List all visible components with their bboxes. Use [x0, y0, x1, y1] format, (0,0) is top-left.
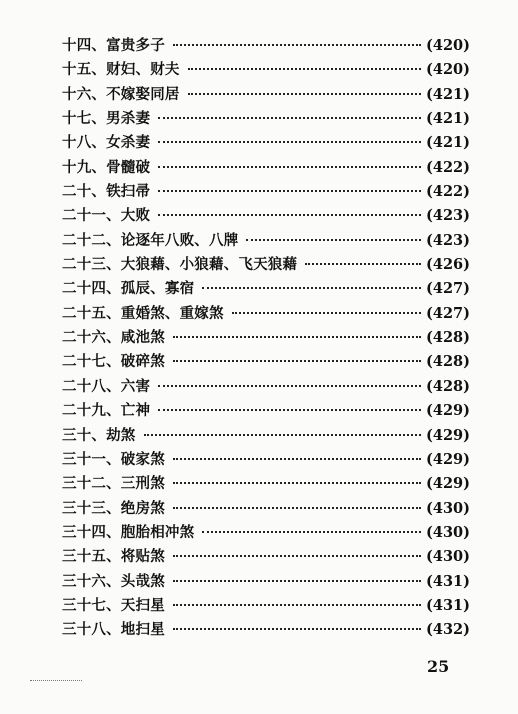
toc-entry[interactable]: [62, 326, 470, 350]
dot-leader: [173, 628, 421, 630]
dot-leader: [173, 482, 421, 484]
dot-leader: [305, 263, 421, 265]
dot-leader: [144, 434, 422, 436]
toc-entry-page: (422): [426, 158, 470, 176]
toc-entry-title: 二十五、重婚煞、重嫁煞: [62, 304, 224, 322]
dot-leader: [173, 555, 421, 557]
toc-entry-page: (428): [426, 353, 470, 371]
dot-leader: [188, 68, 421, 70]
toc-entry-page: (429): [426, 426, 470, 444]
dot-leader: [173, 336, 421, 338]
toc-entry-page: (431): [426, 572, 470, 590]
toc-entry[interactable]: [62, 204, 470, 228]
toc-entry-page: (421): [426, 110, 470, 128]
dot-leader: [188, 93, 421, 95]
toc-entry-title: 十七、男杀妻: [62, 110, 151, 128]
toc-entry[interactable]: [62, 107, 470, 131]
toc-entry[interactable]: [62, 570, 470, 594]
toc-entry-title: 二十六、咸池煞: [62, 329, 165, 347]
dot-leader: [246, 239, 421, 241]
toc-entry-page: (428): [426, 329, 470, 347]
dot-leader: [158, 409, 421, 411]
toc-entry-page: (430): [426, 499, 470, 517]
toc-entry-page: (427): [426, 280, 470, 298]
dot-leader: [158, 385, 421, 387]
toc-entry[interactable]: [62, 302, 470, 326]
toc-entry-page: (430): [426, 548, 470, 566]
toc-entry-page: (431): [426, 596, 470, 614]
toc-entry[interactable]: [62, 58, 470, 82]
toc-entry[interactable]: [62, 277, 470, 301]
dot-leader: [158, 214, 421, 216]
toc-entry[interactable]: [62, 424, 470, 448]
dot-leader: [173, 580, 421, 582]
toc-entry-title: 二十一、大败: [62, 207, 151, 225]
toc-entry-page: (430): [426, 523, 470, 541]
toc-entry[interactable]: [62, 545, 470, 569]
toc-entry[interactable]: [62, 34, 470, 58]
toc-entry-page: (420): [426, 61, 470, 79]
toc-entry-title: 十九、骨髓破: [62, 158, 151, 176]
toc-entry[interactable]: [62, 180, 470, 204]
toc-entry-title: 三十一、破家煞: [62, 450, 165, 468]
toc-entry-title: 三十三、绝房煞: [62, 499, 165, 517]
toc-entry[interactable]: [62, 156, 470, 180]
toc-entry-title: 十八、女杀妻: [62, 134, 151, 152]
toc-entry-title: 十五、财妇、财夫: [62, 61, 180, 79]
toc-entry-title: 二十八、六害: [62, 377, 151, 395]
dot-leader: [173, 507, 421, 509]
dot-leader: [173, 44, 421, 46]
toc-entry-title: 二十三、大狼藉、小狼藉、飞天狼藉: [62, 256, 298, 274]
toc-entry-title: 三十七、天扫星: [62, 596, 165, 614]
toc-entry[interactable]: [62, 594, 470, 618]
toc-entry-page: (432): [426, 621, 470, 639]
toc-entry-title: 三十四、胞胎相冲煞: [62, 523, 195, 541]
toc-entry-title: 十四、富贵多子: [62, 37, 165, 54]
toc-entry-page: (423): [426, 207, 470, 225]
toc-entry-title: 二十九、亡神: [62, 402, 151, 420]
toc-entry-page: (423): [426, 231, 470, 249]
footer-dotted-rule: [30, 680, 82, 681]
dot-leader: [202, 531, 421, 533]
toc-entry-title: 三十五、将贴煞: [62, 548, 165, 566]
toc-entry-page: (421): [426, 134, 470, 152]
toc-entry-page: (422): [426, 183, 470, 201]
toc-entry-page: (429): [426, 475, 470, 493]
toc-entry-title: 三十、劫煞: [62, 426, 136, 444]
toc-entry-page: (429): [426, 402, 470, 420]
toc-entry[interactable]: [62, 253, 470, 277]
toc-entry-page: (421): [426, 85, 470, 103]
toc-entry-title: 十六、不嫁娶同居: [62, 85, 180, 103]
dot-leader: [158, 117, 421, 119]
toc-entry[interactable]: [62, 497, 470, 521]
toc-entry[interactable]: [62, 618, 470, 642]
toc-entry-title: 三十六、头哉煞: [62, 572, 165, 590]
toc-entry-page: (427): [426, 304, 470, 322]
toc-entry[interactable]: [62, 472, 470, 496]
toc-entry[interactable]: [62, 521, 470, 545]
dot-leader: [158, 190, 421, 192]
toc-entry[interactable]: [62, 350, 470, 374]
toc-entry-page: (428): [426, 377, 470, 395]
toc-entry-page: (429): [426, 450, 470, 468]
table-of-contents: [62, 34, 470, 643]
toc-entry-title: 二十四、孤辰、寡宿: [62, 280, 195, 298]
toc-entry-title: 二十七、破碎煞: [62, 353, 165, 371]
page-number: 25: [427, 657, 450, 676]
toc-entry-title: 二十、铁扫帚: [62, 183, 151, 201]
dot-leader: [173, 360, 421, 362]
toc-entry[interactable]: [62, 448, 470, 472]
toc-entry[interactable]: [62, 375, 470, 399]
toc-entry-page: (420): [426, 37, 470, 54]
toc-entry[interactable]: [62, 131, 470, 155]
toc-entry[interactable]: [62, 229, 470, 253]
dot-leader: [232, 312, 421, 314]
dot-leader: [173, 604, 421, 606]
toc-entry-title: 二十二、论逐年八败、八牌: [62, 231, 239, 249]
toc-entry[interactable]: [62, 399, 470, 423]
dot-leader: [158, 141, 421, 143]
toc-entry-title: 三十八、地扫星: [62, 621, 165, 639]
dot-leader: [158, 166, 421, 168]
toc-entry-page: (426): [426, 256, 470, 274]
dot-leader: [202, 287, 421, 289]
toc-entry-title: 三十二、三刑煞: [62, 475, 165, 493]
toc-entry[interactable]: [62, 83, 470, 107]
dot-leader: [173, 458, 421, 460]
